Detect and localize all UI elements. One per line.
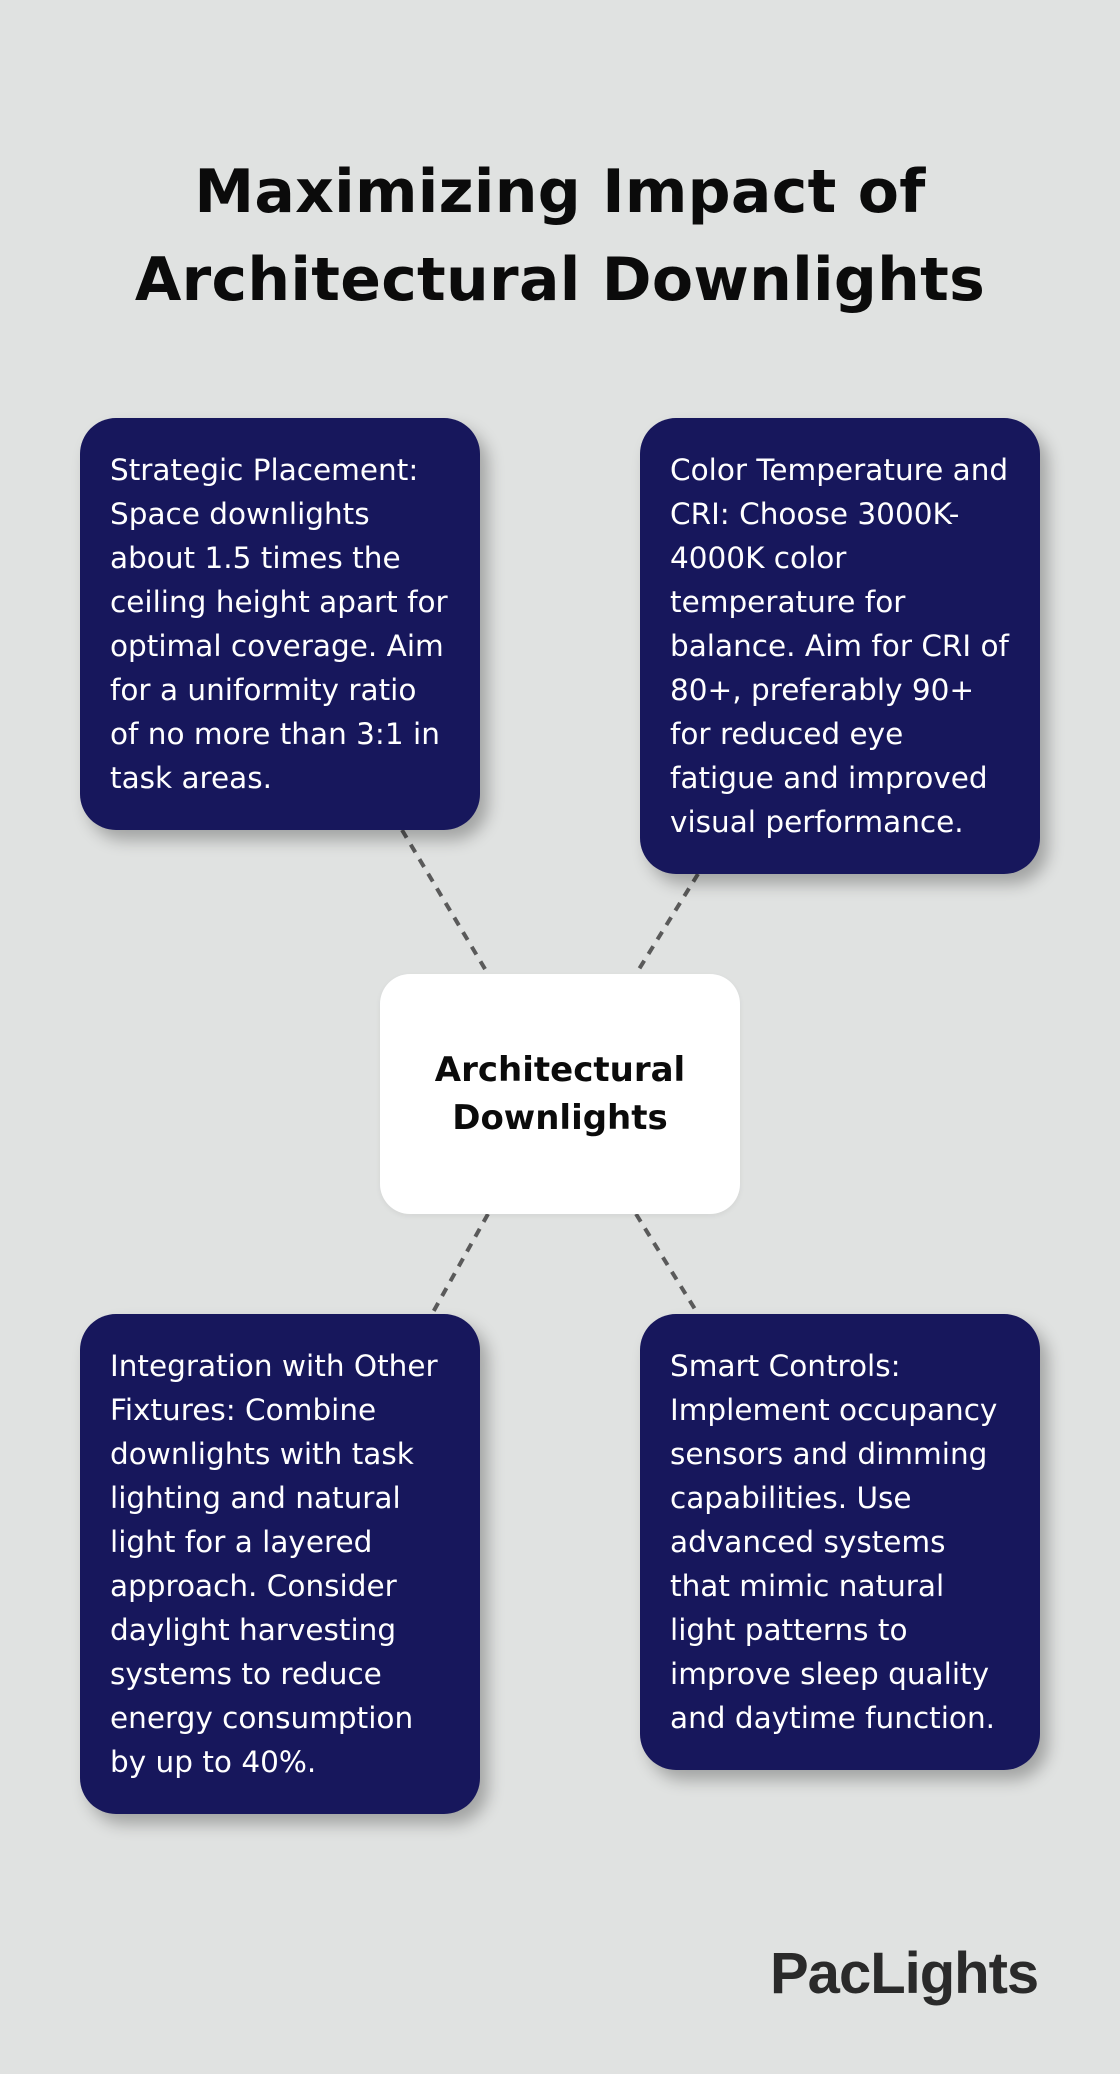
title-line-2: Architectural Downlights [134, 245, 986, 316]
connector-bottom-left [432, 1214, 488, 1314]
center-node-line-2: Downlights [452, 1098, 668, 1138]
card-integration [80, 1314, 480, 1814]
center-node [380, 974, 740, 1214]
card-strategic-placement [80, 418, 480, 830]
card-smart-controls-text: Smart Controls: Implement occupancy sensors and dimming capabilities. Use advanced systems that mimic natural light patterns to improve sleep quality and daytime function. [670, 1349, 998, 1735]
paclights-logo: PacLights [770, 1941, 1039, 2006]
connector-top-right [636, 874, 698, 974]
card-color-temperature [640, 418, 1040, 874]
title-line-1: Maximizing Impact of [194, 157, 926, 228]
card-color-temperature-text: Color Temperature and CRI: Choose 3000K-4000K color temperature for balance. Aim for CRI of 80+, preferably 90+ for reduced eye fatigue and improved visual performance. [670, 453, 1009, 839]
card-smart-controls [640, 1314, 1040, 1770]
card-strategic-placement-text: Strategic Placement: Space downlights about 1.5 times the ceiling height apart for optimal coverage. Aim for a uniformity ratio of no more than 3:1 in task areas. [110, 453, 448, 795]
connector-bottom-right [636, 1214, 698, 1314]
connector-top-left [402, 830, 488, 974]
card-integration-text: Integration with Other Fixtures: Combine downlights with task lighting and natural light for a layered approach. Consider daylight harvesting systems to reduce energy consumption by up to 40%. [110, 1349, 438, 1779]
center-node-line-1: Architectural [434, 1050, 686, 1090]
